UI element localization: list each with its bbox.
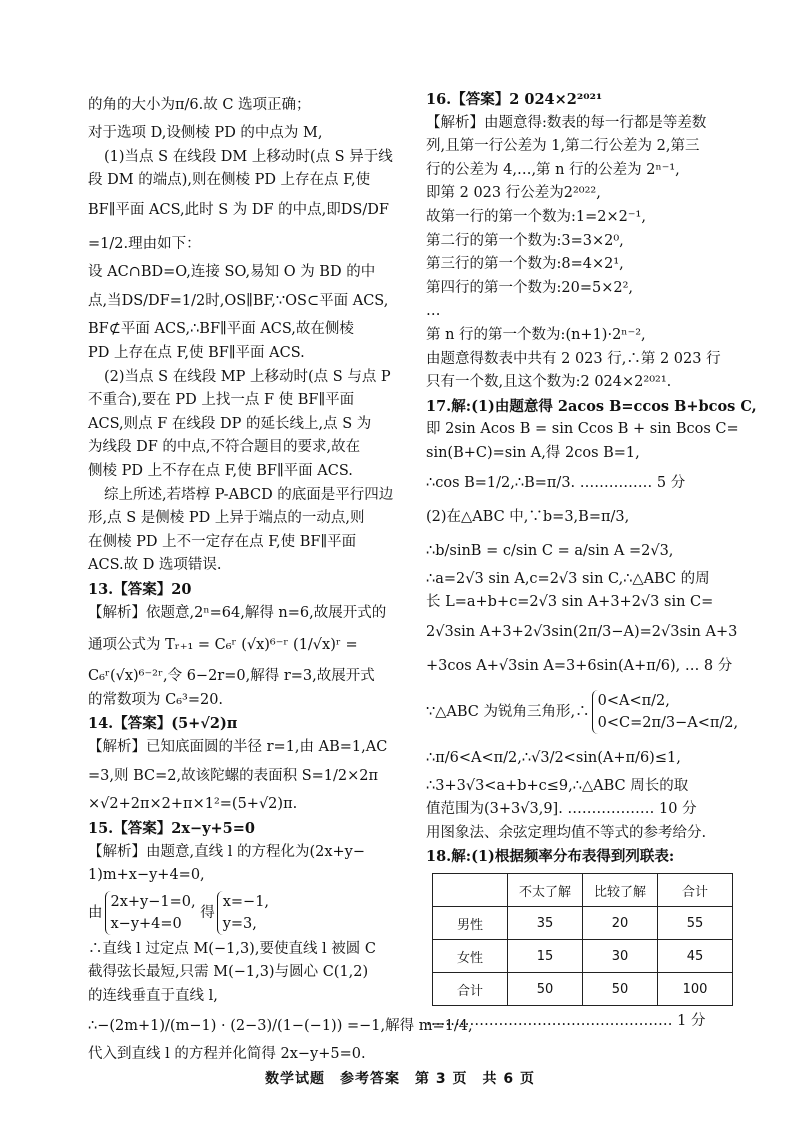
table-cell: 30 <box>583 940 658 973</box>
score-line: …………………………………………… 1 分 <box>426 1013 706 1030</box>
text-line: 【解析】由题意,直线 l 的方程化为(2x+y− <box>88 843 366 860</box>
text-line: 【解析】由题意得:数表的每一行都是等差数 <box>426 114 707 131</box>
table-cell: 15 <box>508 940 583 973</box>
text-line: 在侧棱 PD 上不一定存在点 F,使 BF∥平面 <box>88 533 357 550</box>
table-cell: 50 <box>583 973 658 1006</box>
table-header-cell: 比较了解 <box>583 874 658 907</box>
inequality: 0<A<π/2, <box>597 692 670 709</box>
equation: x=−1, <box>222 893 270 910</box>
text-line: 侧棱 PD 上不存在点 F,使 BF∥平面 ACS. <box>88 462 353 479</box>
text-line: 设 AC∩BD=O,连接 SO,易知 O 为 BD 的中 <box>88 263 376 280</box>
table-cell: 50 <box>508 973 583 1006</box>
equation-system-line <box>88 888 404 938</box>
text-line: 只有一个数,且这个数为:2 024×2²⁰²¹. <box>426 374 672 391</box>
text-line: C₆ʳ(√x)⁶⁻²ʳ,令 6−2r=0,解得 r=3,故展开式 <box>88 668 375 685</box>
table-cell: 55 <box>658 907 733 940</box>
text-line: +3cos A+√3sin A=3+6sin(A+π/6), … 8 分 <box>426 657 733 674</box>
table-cell: 男性 <box>433 907 508 940</box>
q14-answer: 14.【答案】(5+√2)π <box>88 715 238 733</box>
text-line: 截得弦长最短,只需 M(−1,3)与圆心 C(1,2) <box>88 964 369 981</box>
equation: 2x+y−1=0, <box>110 893 196 910</box>
text-line: … <box>426 303 441 320</box>
right-column <box>426 88 757 1034</box>
text-line: 由题意得数表中共有 2 023 行,∴第 2 023 行 <box>426 350 721 367</box>
text-line: ∴π/6<A<π/2,∴√3/2<sin(A+π/6)≤1, <box>426 749 681 766</box>
table-header-row <box>433 874 733 907</box>
text-line: 故第一行的第一个数为:1=2×2⁻¹, <box>426 208 646 225</box>
table-cell: 45 <box>658 940 733 973</box>
text-line: ∴a=2√3 sin A,c=2√3 sin C,∴△ABC 的周 <box>426 570 710 587</box>
equation: y=3, <box>222 915 257 932</box>
text-line: 用图象法、余弦定理均值不等式的参考给分. <box>426 824 707 841</box>
text-line: 为线段 DF 的中点,不符合题目的要求,故在 <box>88 439 361 456</box>
text-line: 第三行的第一个数为:8=4×2¹, <box>426 256 624 273</box>
text-line: 通项公式为 Tᵣ₊₁ = C₆ʳ (√x)⁶⁻ʳ (1/√x)ʳ = <box>88 637 358 654</box>
text-span: 得 <box>200 904 215 921</box>
text-line: (1)当点 S 在线段 DM 上移动时(点 S 异于线 <box>104 148 393 165</box>
text-line: 行的公差为 4,…,第 n 行的公差为 2ⁿ⁻¹, <box>426 161 680 178</box>
q18-heading: 18.解:(1)根据频率分布表得到列联表: <box>426 848 675 866</box>
text-line: 2√3sin A+3+2√3sin(2π/3−A)=2√3sin A+3 <box>426 623 738 640</box>
text-line: 段 DM 的端点),则在侧棱 PD 上存在点 F,使 <box>88 172 371 189</box>
text-line: 第二行的第一个数为:3=3×2⁰, <box>426 232 624 249</box>
equation: x−y+4=0 <box>110 915 182 932</box>
table-header-cell <box>433 874 508 907</box>
equation-system <box>217 891 269 935</box>
text-line: (2)在△ABC 中,∵b=3,B=π/3, <box>426 508 630 525</box>
q16-answer: 16.【答案】2 024×2²⁰²¹ <box>426 91 603 108</box>
q17-heading: 17.解:(1)由题意得 2acos B=ccos B+bcos C, <box>426 397 757 415</box>
text-line: 代入到直线 l 的方程并化简得 2x−y+5=0. <box>88 1045 366 1062</box>
table-row <box>433 940 733 973</box>
text-line: ∴b/sinB = c/sin C = a/sin A =2√3, <box>426 542 674 559</box>
inequality: 0<C=2π/3−A<π/2, <box>597 714 739 731</box>
text-line: =1/2.理由如下： <box>88 235 201 252</box>
text-line: 值范围为(3+3√3,9]. ……………… 10 分 <box>426 801 697 818</box>
table-header-cell: 不太了解 <box>508 874 583 907</box>
text-line: ∴cos B=1/2,∴B=π/3. …………… 5 分 <box>426 474 686 491</box>
text-line: =3,则 BC=2,故该陀螺的表面积 S=1/2×2π <box>88 768 379 785</box>
text-line: 第四行的第一个数为:20=5×2², <box>426 279 634 296</box>
text-line: 的连线垂直于直线 l, <box>88 988 218 1005</box>
inequality-system-line <box>426 683 738 741</box>
table-header-cell: 合计 <box>658 874 733 907</box>
contingency-table <box>432 873 733 1006</box>
table-cell: 20 <box>583 907 658 940</box>
text-line: BF∥平面 ACS,此时 S 为 DF 的中点,即DS/DF <box>88 201 389 218</box>
text-line: 列,且第一行公差为 1,第二行公差为 2,第三 <box>426 138 700 155</box>
table-row <box>433 973 733 1006</box>
table-cell: 合计 <box>433 973 508 1006</box>
text-line: 第 n 行的第一个数为:(n+1)·2ⁿ⁻², <box>426 326 646 343</box>
text-line: 综上所述,若塔椁 P-ABCD 的底面是平行四边 <box>104 486 394 503</box>
table-cell: 35 <box>508 907 583 940</box>
inequality-system <box>592 690 739 734</box>
text-line: ∴直线 l 过定点 M(−1,3),要使直线 l 被圆 C <box>88 940 377 957</box>
text-line: 对于选项 D,设侧棱 PD 的中点为 M, <box>88 125 323 141</box>
table-cell: 100 <box>658 973 733 1006</box>
text-line: 即第 2 023 行公差为2²⁰²², <box>426 185 601 202</box>
text-line: 的角的大小为π/6.故 C 选项正确； <box>88 97 311 113</box>
text-line: ACS.故 D 选项错误. <box>88 557 222 574</box>
equation-system <box>105 891 196 935</box>
text-line: (2)当点 S 在线段 MP 上移动时(点 S 与点 P <box>104 368 391 385</box>
text-line: 1)m+x−y+4=0, <box>88 867 205 884</box>
text-line: ∴−(2m+1)/(m−1) · (2−3)/(1−(−1)) =−1,解得 m=1/4, <box>88 1017 473 1034</box>
text-line: PD 上存在点 F,使 BF∥平面 ACS. <box>88 344 305 361</box>
text-line: 【解析】依题意,2ⁿ=64,解得 n=6,故展开式的 <box>88 604 387 621</box>
text-line: 长 L=a+b+c=2√3 sin A+3+2√3 sin C= <box>426 594 714 611</box>
text-span: ∵△ABC 为锐角三角形,∴ <box>426 703 590 720</box>
text-span: 由 <box>88 904 103 921</box>
text-line: sin(B+C)=sin A,得 2cos B=1, <box>426 444 640 461</box>
q15-answer: 15.【答案】2x−y+5=0 <box>88 820 256 838</box>
text-line: 点,当DS/DF=1/2时,OS∥BF,∵OS⊂平面 ACS, <box>88 293 389 310</box>
page-footer: 数学试题 参考答案 第 3 页 共 6 页 <box>265 1071 535 1087</box>
text-line: ∴3+3√3<a+b+c≤9,∴△ABC 周长的取 <box>426 777 689 794</box>
table-row <box>433 907 733 940</box>
text-line: 形,点 S 是侧棱 PD 上异于端点的一动点,则 <box>88 510 365 527</box>
q13-answer: 13.【答案】20 <box>88 580 192 598</box>
text-line: 不重合),要在 PD 上找一点 F 使 BF∥平面 <box>88 392 355 409</box>
text-line: ACS,则点 F 在线段 DP 的延长线上,点 S 为 <box>88 415 372 432</box>
text-line: 即 2sin Acos B = sin Ccos B + sin Bcos C= <box>426 421 739 438</box>
table-cell: 女性 <box>433 940 508 973</box>
text-line: 的常数项为 C₆³=20. <box>88 691 224 708</box>
text-line: ×√2+2π×2+π×1²=(5+√2)π. <box>88 796 298 813</box>
text-line: BF⊄平面 ACS,∴BF∥平面 ACS,故在侧棱 <box>88 321 354 338</box>
text-line: 【解析】已知底面圆的半径 r=1,由 AB=1,AC <box>88 738 388 755</box>
